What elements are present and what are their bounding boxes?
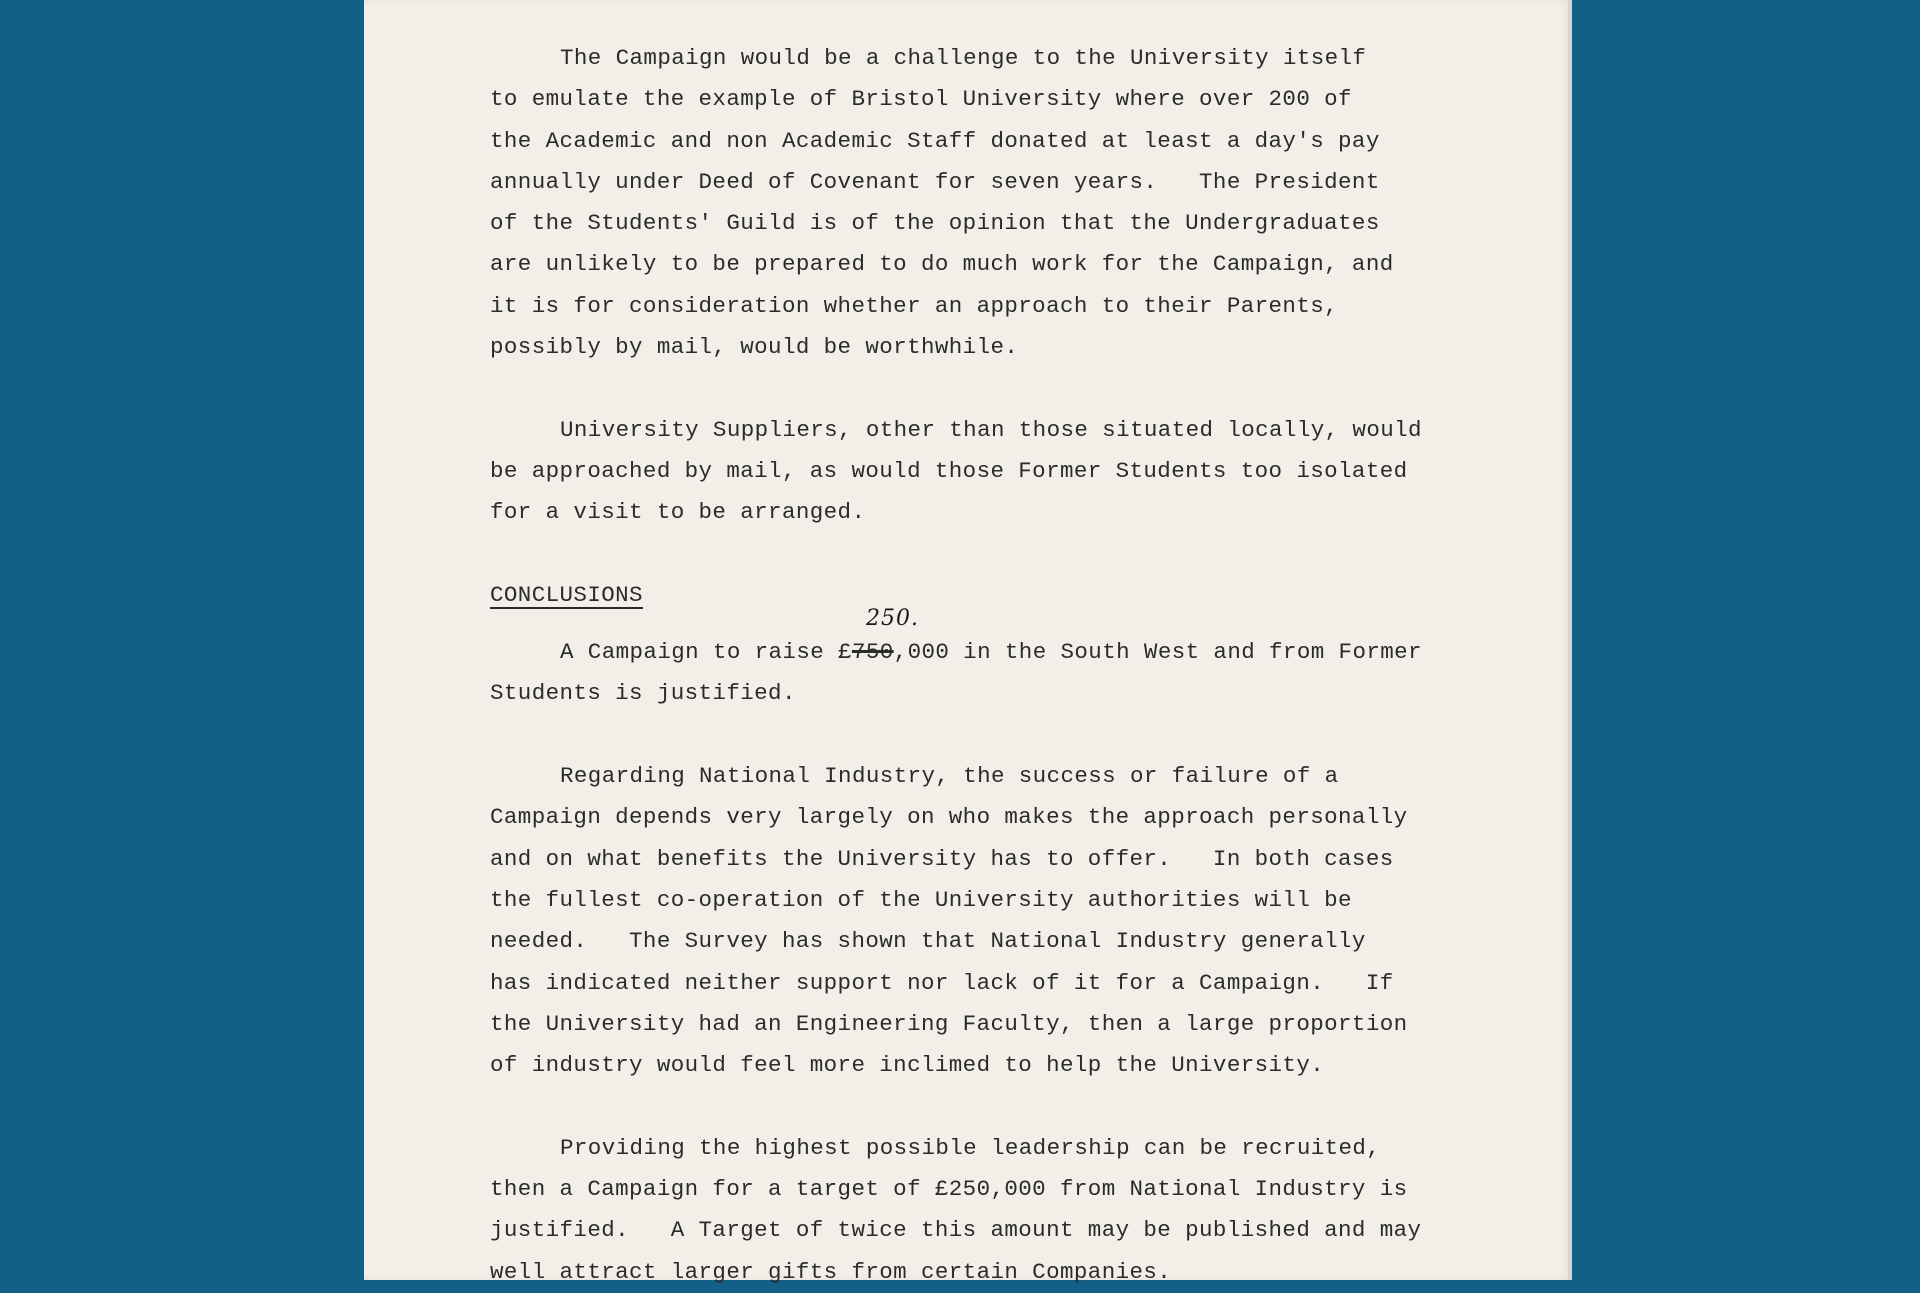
amended-amount xyxy=(851,606,919,673)
text-suffix: ,000 in the South West and from Former xyxy=(893,639,1422,666)
text-line: possibly by mail, would be worthwhile. xyxy=(490,334,1019,361)
text-line: the University had an Engineering Faculty, then a large proportion xyxy=(490,1010,1408,1037)
text-line: then a Campaign for a target of £250,000 from National Industry is xyxy=(490,1176,1408,1203)
text-line: Regarding National Industry, the success or failure of a xyxy=(560,763,1339,790)
text-line: for a visit to be arranged. xyxy=(490,499,866,526)
spacer xyxy=(490,1086,1470,1127)
text-line: The Campaign would be a challenge to the University itself xyxy=(560,45,1367,71)
section-heading-conclusions: CONCLUSIONS xyxy=(490,581,643,608)
paragraph-campaign-challenge xyxy=(490,38,1470,368)
spacer xyxy=(490,368,1470,409)
text-prefix: A Campaign to raise £ xyxy=(560,639,852,666)
text-line: it is for consideration whether an approach to their Parents, xyxy=(490,292,1339,319)
document-page xyxy=(364,0,1572,1285)
text-line: to emulate the example of Bristol University where over 200 of xyxy=(490,86,1352,113)
text-line: Providing the highest possible leadership can be recruited, xyxy=(560,1134,1381,1161)
text-line: the Academic and non Academic Staff donated at least a day's pay xyxy=(490,127,1380,154)
document-body xyxy=(490,38,1470,1293)
text-line: has indicated neither support nor lack of it for a Campaign. If xyxy=(490,969,1394,996)
text-line: of industry would feel more inclimed to help the University. xyxy=(490,1052,1325,1079)
spacer xyxy=(490,534,1470,575)
text-line: and on what benefits the University has to offer. In both cases xyxy=(490,845,1394,872)
text-line xyxy=(490,606,1470,673)
text-line: well attract larger gifts from certain Companies. xyxy=(490,1258,1172,1285)
page-edge xyxy=(1568,0,1572,1280)
text-line: Campaign depends very largely on who makes the approach personally xyxy=(490,804,1408,831)
struck-amount: 750 xyxy=(851,639,894,666)
text-line: be approached by mail, as would those Former Students too isolated xyxy=(490,457,1408,484)
text-line: needed. The Survey has shown that National Industry generally xyxy=(490,928,1366,955)
text-line: are unlikely to be prepared to do much work for the Campaign, and xyxy=(490,251,1394,278)
spacer xyxy=(490,715,1470,756)
text-line: annually under Deed of Covenant for seven years. The President xyxy=(490,168,1380,195)
paragraph-leadership xyxy=(490,1128,1470,1293)
text-line: University Suppliers, other than those situated locally, would xyxy=(560,416,1422,443)
handwritten-correction: 250. xyxy=(865,606,919,632)
text-line: justified. A Target of twice this amount may be published and may xyxy=(490,1217,1422,1244)
text-line: Students is justified. xyxy=(490,680,796,707)
paragraph-national-industry xyxy=(490,756,1470,1086)
text-line: of the Students' Guild is of the opinion that the Undergraduates xyxy=(490,210,1380,237)
paragraph-campaign-target xyxy=(490,606,1470,715)
paragraph-suppliers xyxy=(490,410,1470,534)
text-line: the fullest co-operation of the University authorities will be xyxy=(490,886,1352,913)
